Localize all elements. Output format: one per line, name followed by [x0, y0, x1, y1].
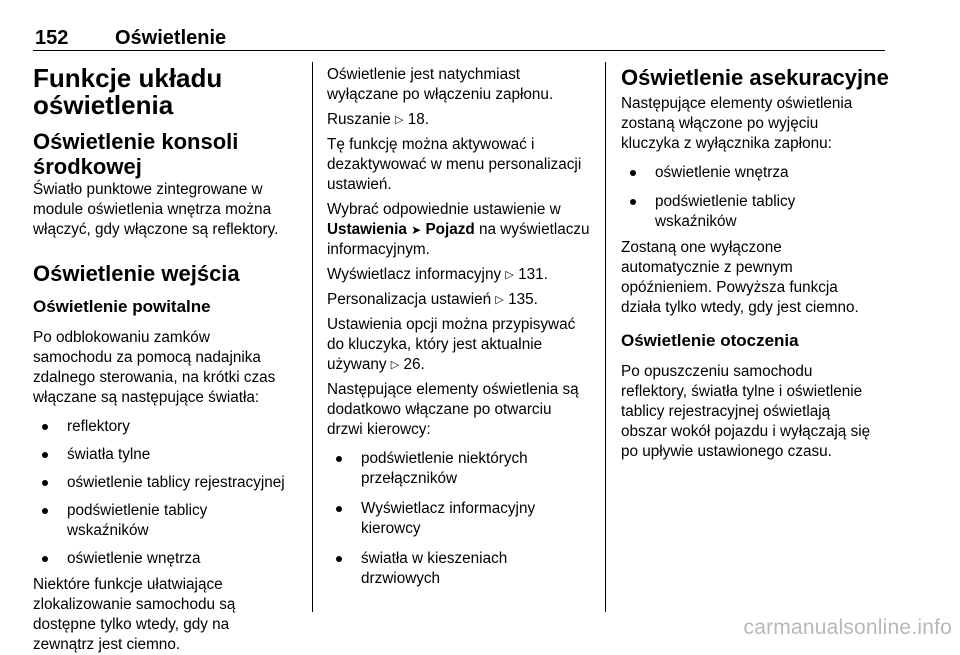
list-item: oświetlenie wnętrza: [621, 163, 893, 183]
paragraph: Ustawienia opcji można przypisywać do kluczyka, który jest aktualnie używany ▷ 26.: [327, 316, 576, 373]
bullet-icon: [42, 424, 48, 430]
subsection-title-ambient-lighting: Oświetlenie otoczenia: [621, 331, 799, 350]
menu-path-arrow-icon: ➤: [411, 223, 422, 237]
page-ref-link[interactable]: 18.: [407, 111, 430, 128]
list-item: oświetlenie tablicy rejestracyjnej: [33, 473, 301, 493]
page-ref-link[interactable]: 131.: [518, 266, 548, 283]
list-item: światła w kieszeniach drzwiowych: [327, 549, 597, 589]
list-item: podświetlenie tablicy wskaźników: [33, 501, 301, 541]
page-ref-arrow-icon: ▷: [390, 359, 400, 371]
safety-lighting-list: [621, 163, 893, 232]
page-header: [33, 22, 885, 51]
page-ref-arrow-icon: ▷: [495, 294, 504, 306]
paragraph-ref-personalization: Personalizacja ustawień ▷ 135.: [327, 291, 538, 308]
list-item: oświetlenie wnętrza: [33, 549, 301, 569]
page-number: 152: [35, 27, 69, 49]
page-ref-arrow-icon: ▷: [505, 269, 514, 281]
subsection-title-welcome-lighting: Oświetlenie powitalne: [33, 297, 211, 316]
bullet-icon: [630, 199, 636, 205]
paragraph-menu-path: Wybrać odpowiednie ustawienie w Ustawienia ➤ Pojazd na wyświetlaczu informacyjnym.: [327, 201, 590, 258]
welcome-lighting-intro: Po odblokowaniu zamków samochodu za pomocą nadajnika zdalnego sterowania, na krótki czas włączane są następujące światła:: [33, 329, 276, 406]
column-2: [327, 62, 597, 589]
section-title-console-lighting: Oświetlenie konsoli środkowej: [33, 129, 239, 179]
bullet-icon: [42, 556, 48, 562]
column-3: [621, 62, 893, 462]
safety-lighting-after: Zostaną one wyłączone automatycznie z pewnym opóźnieniem. Powyższa funkcja działa tylko wtedy, gdy jest ciemno.: [621, 239, 859, 316]
column-divider: [312, 62, 313, 612]
section-title-entry-lighting: Oświetlenie wejścia: [33, 261, 240, 286]
list-item: reflektory: [33, 417, 301, 437]
paragraph: Następujące elementy oświetlenia są dodatkowo włączane po otwarciu drzwi kierowcy:: [327, 381, 579, 438]
column-divider: [605, 62, 606, 612]
paragraph: Oświetlenie jest natychmiast wyłączane po włączeniu zapłonu.: [327, 66, 554, 103]
paragraph-ref-info-display: Wyświetlacz informacyjny ▷ 131.: [327, 266, 548, 283]
bullet-icon: [42, 508, 48, 514]
list-item: podświetlenie tablicy wskaźników: [621, 192, 893, 232]
bullet-icon: [630, 170, 636, 176]
header-title: Oświetlenie: [115, 27, 227, 49]
watermark: carmanualsonline.info: [743, 616, 952, 639]
console-lighting-text: Światło punktowe zintegrowane w module oświetlenia wnętrza można włączyć, gdy włączone są reflektory.: [33, 181, 279, 238]
driver-door-list: [327, 449, 597, 589]
bullet-icon: [42, 480, 48, 486]
bullet-icon: [336, 456, 342, 462]
column-1: [33, 62, 301, 655]
list-item: światła tylne: [33, 445, 301, 465]
ambient-lighting-text: Po opuszczeniu samochodu reflektory, światła tylne i oświetlenie tablicy rejestracyjnej oświetlają obszar wokół pojazdu i wyłączają się po upływie ustawionego czasu.: [621, 363, 871, 460]
page-ref-link[interactable]: 135.: [508, 291, 538, 308]
paragraph-ref-starting: Ruszanie ▷ 18.: [327, 111, 430, 128]
list-item: podświetlenie niektórych przełączników: [327, 449, 597, 489]
safety-lighting-intro: Następujące elementy oświetlenia zostaną włączone po wyjęciu kluczyka z wyłącznika zapłonu:: [621, 95, 853, 152]
section-title-safety-lighting: Oświetlenie asekuracyjne: [621, 65, 889, 90]
menu-item-settings: Ustawienia: [327, 221, 407, 238]
chapter-title: Funkcje układu oświetlenia: [33, 63, 223, 120]
bullet-icon: [336, 506, 342, 512]
menu-item-vehicle: Pojazd: [425, 221, 475, 238]
bullet-icon: [336, 556, 342, 562]
paragraph: Tę funkcję można aktywować i dezaktywować w menu personalizacji ustawień.: [327, 136, 582, 193]
welcome-lighting-list: [33, 417, 301, 569]
bullet-icon: [42, 452, 48, 458]
page-ref-arrow-icon: ▷: [395, 114, 404, 126]
page-ref-link[interactable]: 26.: [403, 356, 425, 373]
list-item: Wyświetlacz informacyjny kierowcy: [327, 499, 597, 539]
welcome-lighting-closing: Niektóre funkcje ułatwiające zlokalizowanie samochodu są dostępne tylko wtedy, gdy na zewnątrz jest ciemno.: [33, 576, 236, 653]
